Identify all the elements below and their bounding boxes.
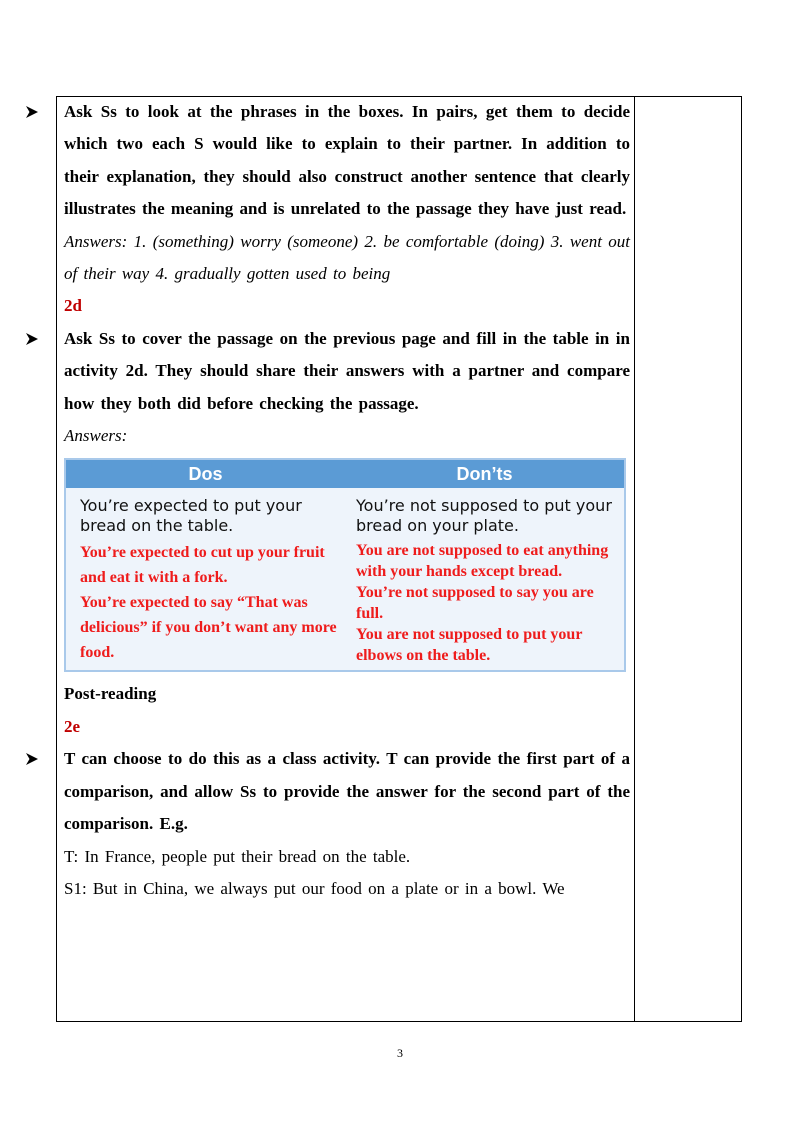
donts-header: Don’ts (456, 464, 513, 485)
arrow-bullet-icon (24, 743, 40, 775)
donts-column (348, 494, 624, 666)
dos-header: Dos (188, 464, 223, 485)
post-reading-heading: Post-reading (64, 684, 157, 704)
bullet-item (64, 743, 630, 840)
instruction-text: T can choose to do this as a class activity. T can provide the first part of a comparison, and allow Ss to provide the answer for the second part of the comparison. E.g. (64, 749, 630, 834)
bullet-item (64, 323, 630, 420)
page-number: 3 (397, 1046, 403, 1060)
lesson-content (64, 96, 630, 905)
dos-donts-table (64, 458, 626, 672)
dos-donts-header (66, 460, 624, 488)
section-heading-2d: 2d (64, 296, 82, 316)
instruction-text: Ask Ss to cover the passage on the previous page and fill in the table in in activity 2d. They should share their answers with a partner and compare how they both did before checking the passage. (64, 328, 630, 413)
dos-answer: You’re expected to say “That was delicious” if you don’t want any more food. (80, 594, 337, 662)
donts-answer: You are not supposed to put your elbows on the table. (356, 626, 583, 665)
dos-answer: You’re expected to cut up your fruit and eat it with a fork. (80, 544, 325, 587)
dialogue-line-s1: S1: But in China, we always put our food on a plate or in a bowl. We (64, 878, 565, 898)
dos-given-text: You’re expected to put your bread on the table. (80, 496, 302, 536)
donts-answer: You are not supposed to eat anything with your hands except bread. (356, 542, 609, 581)
arrow-bullet-icon (24, 323, 40, 355)
dos-column (66, 494, 348, 666)
donts-answer: You’re not supposed to say you are full. (356, 584, 594, 623)
instruction-text: Ask Ss to look at the phrases in the boxes. In pairs, get them to decide which two each S would like to explain to their partner. In addition to their explanation, they should also construct another sentence that clearly illustrates the meaning and is unrelated to the passage they have just read. (64, 102, 630, 219)
bullet-item (64, 96, 630, 226)
column-divider (634, 96, 635, 1022)
answers-label: Answers: (64, 426, 128, 446)
section-heading-2e: 2e (64, 716, 81, 736)
answers-text: Answers: 1. (something) worry (someone) 2. be comfortable (doing) 3. went out of their way 4. gradually gotten used to being (64, 231, 630, 284)
donts-given-text: You’re not supposed to put your bread on your plate. (356, 496, 612, 536)
dialogue-line-t: T: In France, people put their bread on the table. (64, 846, 411, 866)
arrow-bullet-icon (24, 96, 40, 128)
